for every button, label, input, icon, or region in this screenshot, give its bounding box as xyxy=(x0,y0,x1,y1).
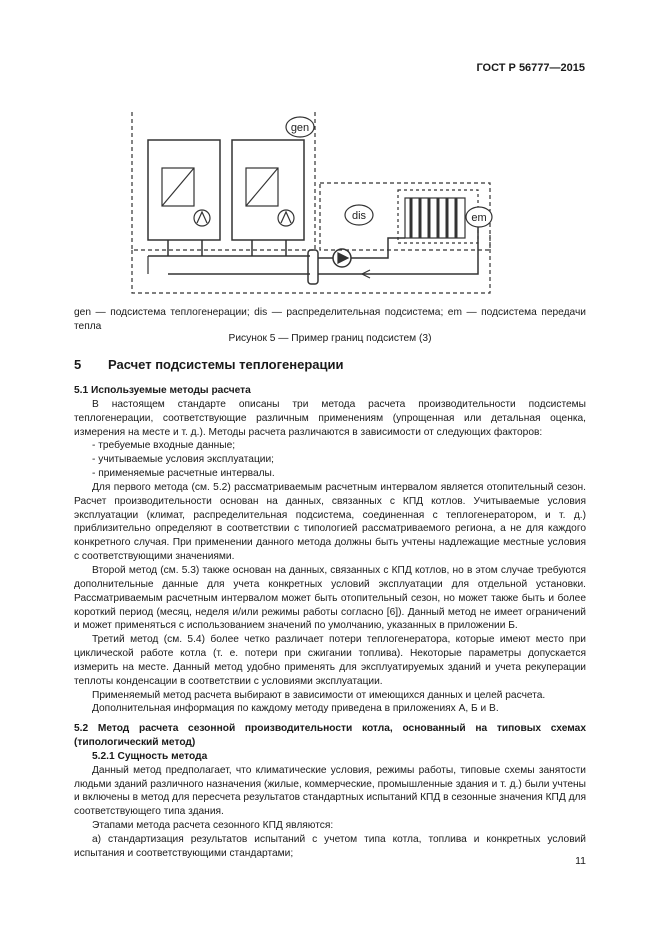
paragraph: Дополнительная информация по каждому методу приведена в приложениях А, Б и В. xyxy=(92,703,499,715)
subsection-heading: 5.2 Метод расчета сезонной производительности котла, основанный на типовых схемах (типологический метод) xyxy=(74,723,586,749)
figure-caption: Рисунок 5 — Пример границ подсистем (3) xyxy=(228,333,432,344)
section-number: 5 xyxy=(74,357,82,372)
paragraph: Второй метод (см. 5.3) также основан на данных, связанных с КПД котлов, но в этом случае требуются дополнительные данные для учета конкретных условий эксплуатации для отдельной установки. Рассматриваемым расчетным интервалом может быть отопительный сезон, но может также быть и более короткий период (месяц, неделя и/или режимы работы согласно [6]). Данный метод не имеет ограничений и может применяться с использованием значений по умолчанию, указанных в приложении Б. xyxy=(74,564,586,632)
paragraph: Применяемый метод расчета выбирают в зависимости от имеющихся данных и целей расчета. xyxy=(92,689,546,701)
section-title-text: Расчет подсистемы теплогенерации xyxy=(108,357,344,372)
em-label: em xyxy=(471,212,487,224)
list-item: а) стандартизация результатов испытаний с учетом типа котла, топлива и конкретных условий испытания и соответствующими стандартами; xyxy=(74,834,586,859)
paragraph: Данный метод предполагает, что климатические условия, режимы работы, типовые схемы занятости людьми зданий различного назначения (жилые, коммерческие, промышленные здания и т. д.) были учтены и включены в метод для пересчета результатов стандартных испытаний КПД в сезонные значения КПД для соответствующего типа здания. xyxy=(74,764,586,818)
body-text xyxy=(74,384,586,861)
subsection-heading: 5.1 Используемые методы расчета xyxy=(74,385,251,396)
dis-label: dis xyxy=(351,210,367,222)
paragraph: В настоящем стандарте описаны три метода расчета производительности подсистемы теплогенерации, соответствующие различным применениям (упрощенная или детальная оценка, измерения на месте и т. д.). Методы расчета различаются в зависимости от следующих факторов: xyxy=(74,398,586,438)
gen-label: gen xyxy=(290,122,310,134)
list-item: - применяемые расчетные интервалы. xyxy=(92,468,275,480)
document-header: ГОСТ Р 56777—2015 xyxy=(476,62,585,74)
subsystem-boundaries-figure xyxy=(118,110,518,300)
page-number: 11 xyxy=(575,855,586,867)
figure-legend: gen — подсистема теплогенерации; dis — распределительная подсистема; em — подсистема передачи тепла xyxy=(74,307,586,332)
paragraph: Для первого метода (см. 5.2) рассматриваемым расчетным интервалом является отопительный сезон. Расчет производительности основан на данных, связанных с КПД котлов. Учитываемые условия эксплуатации (климат, распределительная подсистема, соединенная с теплогенератором, и т. д.) приблизительно определяют в соответствии с типологией рассматриваемого региона, а не для каждого конкретного случая. При применении данного метода должны быть учтены надлежащие местные условия с соответствующими значениями. xyxy=(74,481,586,563)
paragraph: Этапами метода расчета сезонного КПД являются: xyxy=(92,820,334,832)
section-heading xyxy=(74,357,343,372)
paragraph: Третий метод (см. 5.4) более четко различает потери теплогенератора, которые имеют место при циклической работе котла (т. е. потери при сжигании топлива). Некоторые параметры допускается измерить на месте. Данный метод удобно применять для эксплуатируемых зданий и учета рекуперации теплоты конденсации в соответствии с условиями эксплуатации. xyxy=(74,634,586,687)
subsubsection-heading: 5.2.1 Сущность метода xyxy=(92,750,208,762)
list-item: - учитываемые условия эксплуатации; xyxy=(92,454,275,466)
list-item: - требуемые входные данные; xyxy=(92,440,236,452)
